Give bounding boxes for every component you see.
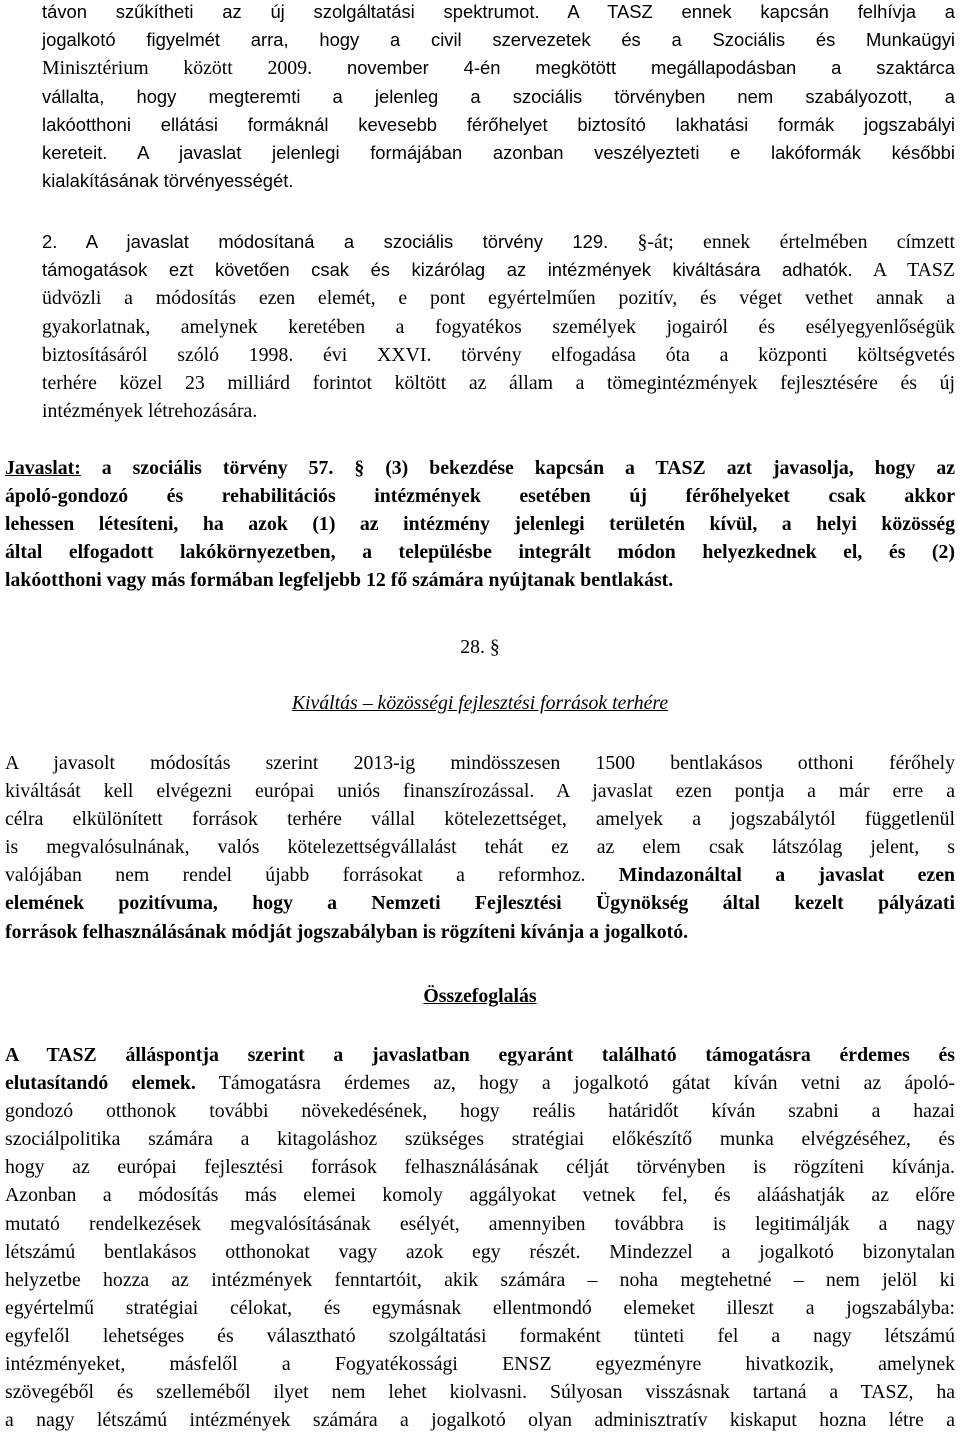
text-span: Mindazonáltal a javaslat ezen [585, 864, 955, 887]
text-line: létszámú bentlakásos otthonokat vagy azok egy részét. Mindezzel a jogalkotó bizonytalan [5, 1240, 955, 1263]
text-line: helyzetbe hozza az intézmények fenntartóit, akik számára – noha megtehetné – nem jelöl ki [5, 1268, 955, 1291]
text-span: kiváltását kell elvégezni európai uniós finanszírozással. [5, 780, 535, 803]
text-span: valójában nem rendel újabb forrásokat a reformhoz. [5, 864, 586, 887]
section-title-text: Kiváltás – közösségi fejlesztési források terhére [291, 692, 669, 714]
text-line [42, 341, 955, 369]
text-line [42, 256, 955, 284]
text-line [42, 54, 955, 82]
text-span: a szociális törvény 57. § (3) bekezdése kapcsán a TASZ azt javasolja, hogy az [80, 457, 955, 479]
section-title [0, 692, 960, 715]
section-28-paragraph [5, 749, 955, 946]
text-line: jogalkotó figyelmét arra, hogy a civil szervezetek és a Szociális és Munkaügyi [42, 29, 955, 51]
text-line: lehessen létesíteni, ha azok (1) az intézmény jelenlegi területén kívül, a helyi közösség [5, 513, 955, 536]
text-line: szövegéből és szelleméből ilyet nem lehet kiolvasni. Súlyosan visszásnak tartaná a TASZ, ha [5, 1381, 955, 1404]
summary-heading [0, 985, 960, 1008]
text-line: kereteit. A javaslat jelenlegi formájában azonban veszélyezteti e lakóformák későbbi [42, 142, 955, 164]
summary-heading-text: Összefoglalás [423, 985, 537, 1007]
text-line: egyértelmű stratégiai célokat, és egymásnak ellentmondó elemeket illeszt a jogszabályba: [5, 1296, 955, 1319]
text-span: A javaslat ezen pontja a már erre a [534, 780, 955, 803]
text-line: egyfelől lehetséges és választható szolgáltatási formaként tünteti fel a nagy létszámú [5, 1324, 955, 1347]
text-line: terhére közel 23 milliárd forintot költött az állam a tömegintézmények fejlesztésére és új [42, 372, 955, 395]
text-span: Minisztérium között 2009. [42, 57, 313, 80]
text-line: elemének pozitívuma, hogy a Nemzeti Fejlesztési Ügynökség által kezelt pályázati [5, 892, 955, 915]
text-line: hogy az európai fejlesztési források felhasználásának célját törvényben is rögzíteni kívánja. [5, 1156, 955, 1179]
text-line: vállalta, hogy megteremti a jelenleg a szociális törvényben nem szabályozott, a [42, 85, 955, 107]
section-sign: § [489, 636, 500, 658]
text-line: Azonban a módosítás más elemei komoly aggályokat vetnek fel, és alááshatják az előre [5, 1184, 955, 1207]
text-line [42, 228, 955, 256]
text-line: kialakításának törvényességét. [42, 170, 294, 192]
text-line: intézmények létrehozására. [42, 400, 258, 423]
proposal-label: Javaslat: [5, 457, 81, 479]
intro-paragraph [42, 0, 955, 195]
text-line: gyakorlatnak, amelynek keretében a fogyatékos személyek jogairól és esélyegyenlőségük [42, 315, 955, 338]
text-span: biztosításáról szóló 1998. évi XXVI. [42, 343, 432, 366]
summary-paragraph [5, 1041, 955, 1434]
text-line [5, 777, 955, 805]
text-span: §-át; ennek értelmében címzett [608, 231, 955, 253]
point-2-paragraph [42, 228, 955, 425]
text-span: elutasítandó elemek. [5, 1072, 196, 1095]
text-line: lakóotthoni ellátási formáknál kevesebb férőhelyet biztosító lakhatási formák jogszabályi [42, 113, 955, 135]
text-line: A javasolt módosítás szerint 2013-ig mindösszesen 1500 bentlakásos otthoni férőhely [5, 752, 955, 774]
text-span: támogatások ezt követően csak és kizárólag az intézmények kiváltására adhatók. [42, 259, 853, 281]
text-span: törvény elfogadása óta a központi költségvetés [431, 343, 955, 366]
text-line: lakóotthoni vagy más formában legfeljebb 12 fő számára nyújtanak bentlakást. [5, 569, 674, 592]
text-line [5, 454, 955, 482]
text-line: üdvözli a módosítás ezen elemét, e pont egyértelműen pozitív, és véget vethet annak a [42, 287, 955, 310]
text-line: a nagy létszámú intézmények számára a jogalkotó olyan adminisztratív kiskaput hozna létre a [5, 1409, 955, 1432]
text-line: intézményeket, másfelől a Fogyatékossági ENSZ egyezményre hivatkozik, amelynek [5, 1353, 955, 1376]
section-number-text: 28. [460, 636, 485, 658]
text-line: által elfogadott lakókörnyezetben, a településbe integrált módon helyezkednek el, és (2) [5, 541, 955, 564]
text-line: források felhasználásának módját jogszabályban is rögzíteni kívánja a jogalkotó. [5, 920, 689, 943]
text-span: A TASZ [852, 259, 955, 282]
text-line [5, 861, 955, 889]
text-line: mutató rendelkezések megvalósításának esélyét, amennyiben továbbra is legitimálják a nagy [5, 1212, 955, 1235]
text-span: Támogatásra érdemes az, hogy a jogalkotó gátat kíván vetni az ápoló- [195, 1072, 955, 1095]
text-line: A TASZ álláspontja szerint a javaslatban egyaránt található támogatásra érdemes és [5, 1044, 955, 1066]
section-number [0, 636, 960, 659]
text-line: célra elkülönített források terhére vállal kötelezettséget, amelyek a jogszabálytól függetlenül [5, 808, 955, 831]
proposal-paragraph [5, 454, 955, 594]
text-span: november 4-én megkötött megállapodásban a szaktárca [312, 57, 955, 79]
text-line: is megvalósulnának, valós kötelezettségvállalást tehát ez az elem csak látszólag jelent, s [5, 836, 955, 859]
text-line: ápoló-gondozó és rehabilitációs intézmények esetében új férőhelyeket csak akkor [5, 485, 955, 508]
text-span: 2. A javaslat módosítaná a szociális törvény 129. [42, 231, 609, 252]
text-line: távon szűkítheti az új szolgáltatási spektrumot. A TASZ ennek kapcsán felhívja a [42, 1, 955, 22]
text-line: gondozó otthonok további növekedésének, hogy reális határidőt kíván szabni a hazai [5, 1100, 955, 1123]
text-line: szociálpolitika számára a kitagoláshoz szükséges stratégiai előkészítő munka elvégzéséhez, és [5, 1128, 955, 1151]
text-line [5, 1069, 955, 1097]
